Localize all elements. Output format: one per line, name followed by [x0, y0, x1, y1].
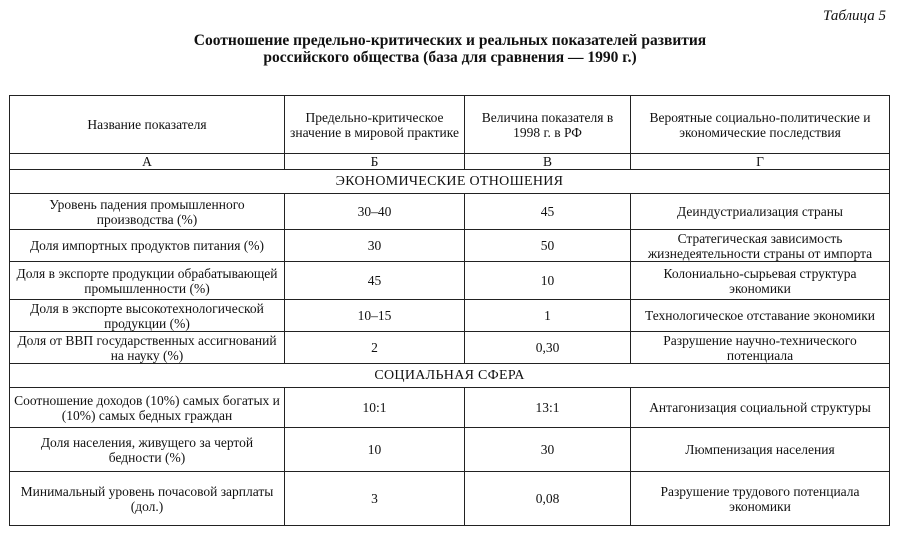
header-name: Название показателя	[10, 96, 285, 154]
critical-value: 45	[285, 262, 465, 300]
letter-b: Б	[285, 154, 465, 170]
indicator-name: Доля в экспорте высокотехнологической продукции (%)	[10, 300, 285, 332]
title-line-2: российского общества (база для сравнения — 1990 г.)	[263, 49, 637, 66]
consequence: Антагонизация социальной структуры	[631, 388, 890, 428]
letter-v: В	[465, 154, 631, 170]
actual-value: 1	[465, 300, 631, 332]
critical-value: 30–40	[285, 194, 465, 230]
critical-value: 10:1	[285, 388, 465, 428]
actual-value: 0,08	[465, 472, 631, 526]
title-line-1: Соотношение предельно-критических и реальных показателей развития	[193, 32, 707, 49]
consequence: Стратегическая зависимость жизнедеятельности страны от импорта	[631, 230, 890, 262]
indicator-name: Соотношение доходов (10%) самых богатых и (10%) самых бедных граждан	[10, 388, 285, 428]
table-row	[10, 428, 890, 472]
consequence: Разрушение трудового потенциала экономики	[631, 472, 890, 526]
actual-value: 13:1	[465, 388, 631, 428]
table-row	[10, 472, 890, 526]
indicator-name: Минимальный уровень почасовой зарплаты (дол.)	[10, 472, 285, 526]
header-consequences: Вероятные социально-политические и экономические последствия	[631, 96, 890, 154]
table-row	[10, 388, 890, 428]
consequence: Деиндустриализация страны	[631, 194, 890, 230]
section-title: ЭКОНОМИЧЕСКИЕ ОТНОШЕНИЯ	[10, 170, 890, 194]
table-row	[10, 300, 890, 332]
letter-g: Г	[631, 154, 890, 170]
letters-row	[10, 154, 890, 170]
actual-value: 45	[465, 194, 631, 230]
critical-value: 10–15	[285, 300, 465, 332]
consequence: Люмпенизация населения	[631, 428, 890, 472]
indicator-name: Доля в экспорте продукции обрабатывающей промышленности (%)	[10, 262, 285, 300]
critical-value: 10	[285, 428, 465, 472]
header-critical: Предельно-критическое значение в мировой практике	[285, 96, 465, 154]
indicators-table	[9, 95, 890, 526]
section-heading-economic	[10, 170, 890, 194]
table-number: Таблица 5	[823, 8, 886, 24]
table-row	[10, 262, 890, 300]
critical-value: 30	[285, 230, 465, 262]
header-actual: Величина показателя в 1998 г. в РФ	[465, 96, 631, 154]
critical-value: 3	[285, 472, 465, 526]
letter-a: А	[10, 154, 285, 170]
indicator-name: Уровень падения промышленного производства (%)	[10, 194, 285, 230]
table-row	[10, 194, 890, 230]
consequence: Разрушение научно-технического потенциала	[631, 332, 890, 364]
section-heading-social	[10, 364, 890, 388]
critical-value: 2	[285, 332, 465, 364]
indicator-name: Доля от ВВП государственных ассигнований на науку (%)	[10, 332, 285, 364]
consequence: Технологическое отставание экономики	[631, 300, 890, 332]
consequence: Колониально-сырьевая структура экономики	[631, 262, 890, 300]
indicator-name: Доля населения, живущего за чертой бедности (%)	[10, 428, 285, 472]
actual-value: 0,30	[465, 332, 631, 364]
table-title	[0, 32, 900, 66]
actual-value: 30	[465, 428, 631, 472]
table-row	[10, 230, 890, 262]
actual-value: 50	[465, 230, 631, 262]
section-title: СОЦИАЛЬНАЯ СФЕРА	[10, 364, 890, 388]
header-row	[10, 96, 890, 154]
actual-value: 10	[465, 262, 631, 300]
indicator-name: Доля импортных продуктов питания (%)	[10, 230, 285, 262]
table-row	[10, 332, 890, 364]
